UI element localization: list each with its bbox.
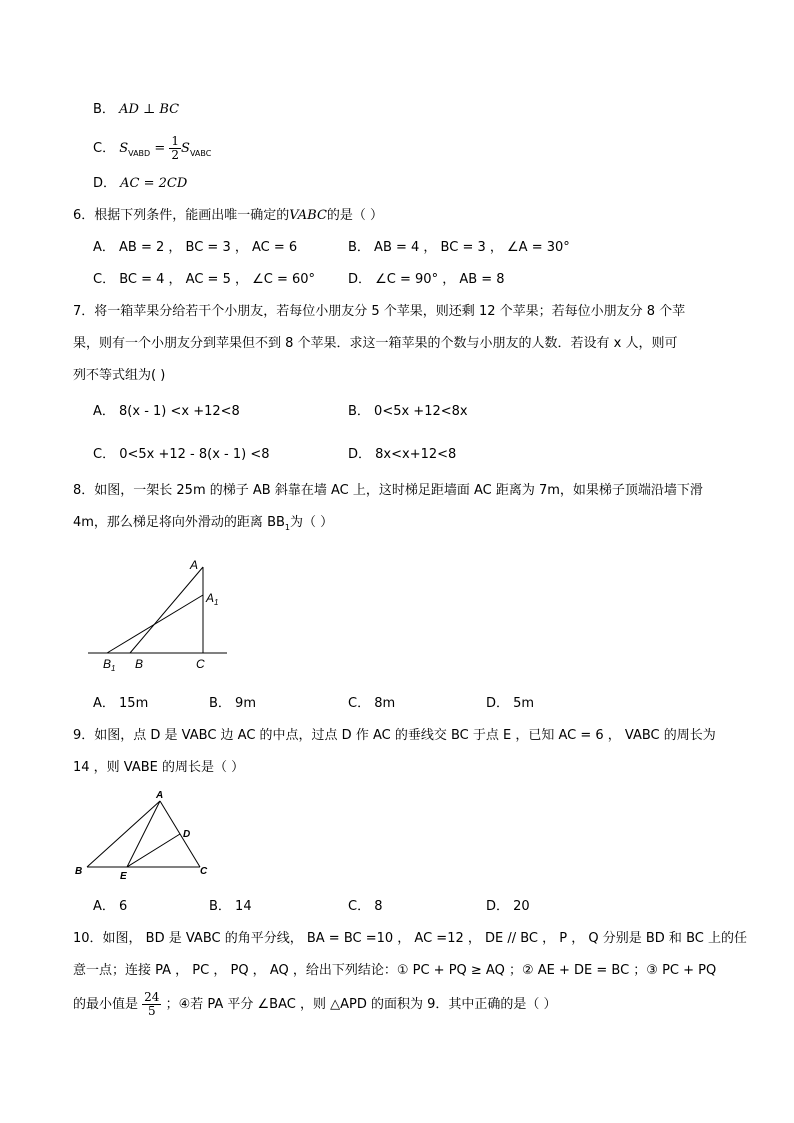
area-symbol: S bbox=[119, 141, 129, 156]
option-text: AD ⊥ BC bbox=[119, 102, 180, 117]
q6-option-a: A． AB = 2 ， BC = 3 ， AC = 6 bbox=[93, 240, 298, 255]
q7-option-a: A． 8(x - 1) <x +12<8 bbox=[93, 404, 240, 419]
subscript: 1 bbox=[284, 523, 290, 532]
label-a1-sub: 1 bbox=[214, 598, 219, 607]
q5-option-b bbox=[93, 101, 179, 119]
q7-stem-line1: 7．将一箱苹果分给若干个小朋友，若每位小朋友分 5 个苹果，则还剩 12 个苹果；若每位小朋友分 8 个苹 bbox=[73, 304, 686, 319]
stem-text: 的最小值是 bbox=[73, 997, 139, 1012]
side-ab bbox=[87, 801, 160, 867]
q8-option-c: C． 8m bbox=[348, 696, 396, 711]
q5-option-d bbox=[93, 175, 187, 193]
q7-stem-line2: 果，则有一个小朋友分到苹果但不到 8 个苹果．求这一箱苹果的个数与小朋友的人数．若设有 x 人，则可 bbox=[73, 336, 678, 351]
label-b1-sub: 1 bbox=[111, 664, 116, 673]
numerator: 24 bbox=[144, 990, 160, 1004]
q7-option-b: B． 0<5x +12<8x bbox=[348, 404, 468, 419]
label-b1-main: B bbox=[103, 657, 112, 671]
q9-option-a: A． 6 bbox=[93, 899, 128, 914]
option-text: AC = 2CD bbox=[120, 176, 188, 191]
stem-text: ；④若 PA 平分 ∠BAC ，则 △APD 的面积为 9．其中正确的是（ ） bbox=[165, 997, 557, 1012]
label-c: C bbox=[200, 866, 208, 877]
q7-option-d: D． 8x<x+12<8 bbox=[348, 447, 457, 462]
stem-text: 为（ ） bbox=[290, 515, 334, 530]
q8-option-b: B． 9m bbox=[209, 696, 256, 711]
fraction-one-half bbox=[169, 135, 181, 162]
label-b: B bbox=[75, 866, 83, 877]
q10-stem-line3 bbox=[73, 988, 557, 1022]
q6-option-b: B． AB = 4 ， BC = 3 ， ∠A = 30° bbox=[348, 240, 570, 255]
q7-stem-line3: 列不等式组为( ) bbox=[73, 368, 166, 383]
label-a1 bbox=[205, 591, 218, 607]
stem-text: 4m，那么梯足将向外滑动的距离 BB bbox=[73, 515, 285, 530]
label-e: E bbox=[120, 871, 127, 882]
q8-option-a: A． 15m bbox=[93, 696, 149, 711]
ladder-ab bbox=[130, 567, 203, 653]
q9-option-b: B． 14 bbox=[209, 899, 252, 914]
subscript: VABD bbox=[128, 149, 151, 158]
denominator: 2 bbox=[171, 148, 180, 162]
q9-option-c: C． 8 bbox=[348, 899, 383, 914]
q8-option-d: D． 5m bbox=[486, 696, 535, 711]
denominator: 5 bbox=[147, 1004, 156, 1018]
option-label: C． bbox=[93, 141, 116, 156]
ladder-a1b1 bbox=[107, 595, 203, 653]
option-label: D． bbox=[93, 176, 117, 191]
subscript: VABC bbox=[189, 149, 212, 158]
q6-option-c: C． BC = 4 ， AC = 5 ， ∠C = 60° bbox=[93, 272, 316, 287]
q9-stem-line2: 14 ，则 VABE 的周长是（ ） bbox=[73, 760, 245, 775]
q10-stem-line1: 10．如图， BD 是 VABC 的角平分线， BA = BC =10 ， AC =12 ， DE // BC ， P ， Q 分别是 BD 和 BC 上的任 bbox=[73, 931, 747, 946]
q8-stem-line1: 8．如图，一架长 25m 的梯子 AB 斜靠在墙 AC 上，这时梯足距墙面 AC 距离为 7m，如果梯子顶端沿墙下滑 bbox=[73, 483, 703, 498]
label-a: A bbox=[156, 790, 164, 801]
area-symbol: S bbox=[181, 141, 190, 156]
q5-option-c bbox=[93, 132, 211, 166]
triangle-figure bbox=[72, 788, 217, 883]
label-c: C bbox=[196, 657, 205, 671]
label-a1-main: A bbox=[206, 591, 215, 605]
q10-stem-line2: 意一点；连接 PA ， PC ， PQ ， AQ ，给出下列结论：① PC + PQ ≥ AQ ；② AE + DE = BC ；③ PC + PQ bbox=[73, 963, 717, 978]
q9-option-d: D． 20 bbox=[486, 899, 530, 914]
q9-stem-line1: 9．如图，点 D 是 VABC 边 AC 的中点，过点 D 作 AC 的垂线交 BC 于点 E ，已知 AC = 6 ， VABC 的周长为 bbox=[73, 728, 716, 743]
ladder-figure bbox=[85, 555, 235, 675]
stem-text: 6．根据下列条件，能画出唯一确定的 bbox=[73, 208, 290, 223]
q6-stem bbox=[73, 207, 383, 225]
numerator: 1 bbox=[171, 134, 180, 148]
q6-option-d: D． ∠C = 90° ， AB = 8 bbox=[348, 272, 505, 287]
q8-stem-line2 bbox=[73, 514, 333, 537]
option-label: B． bbox=[93, 102, 115, 117]
label-b1 bbox=[103, 657, 115, 673]
q7-option-c: C． 0<5x +12 - 8(x - 1) <8 bbox=[93, 447, 270, 462]
label-d: D bbox=[183, 829, 191, 840]
equals-sign: = bbox=[154, 141, 166, 156]
label-a: A bbox=[190, 558, 199, 572]
fraction-24-5 bbox=[142, 991, 161, 1018]
label-b: B bbox=[135, 657, 144, 671]
triangle-symbol: VABC bbox=[289, 208, 327, 223]
stem-text: 的是（ ） bbox=[326, 208, 384, 223]
